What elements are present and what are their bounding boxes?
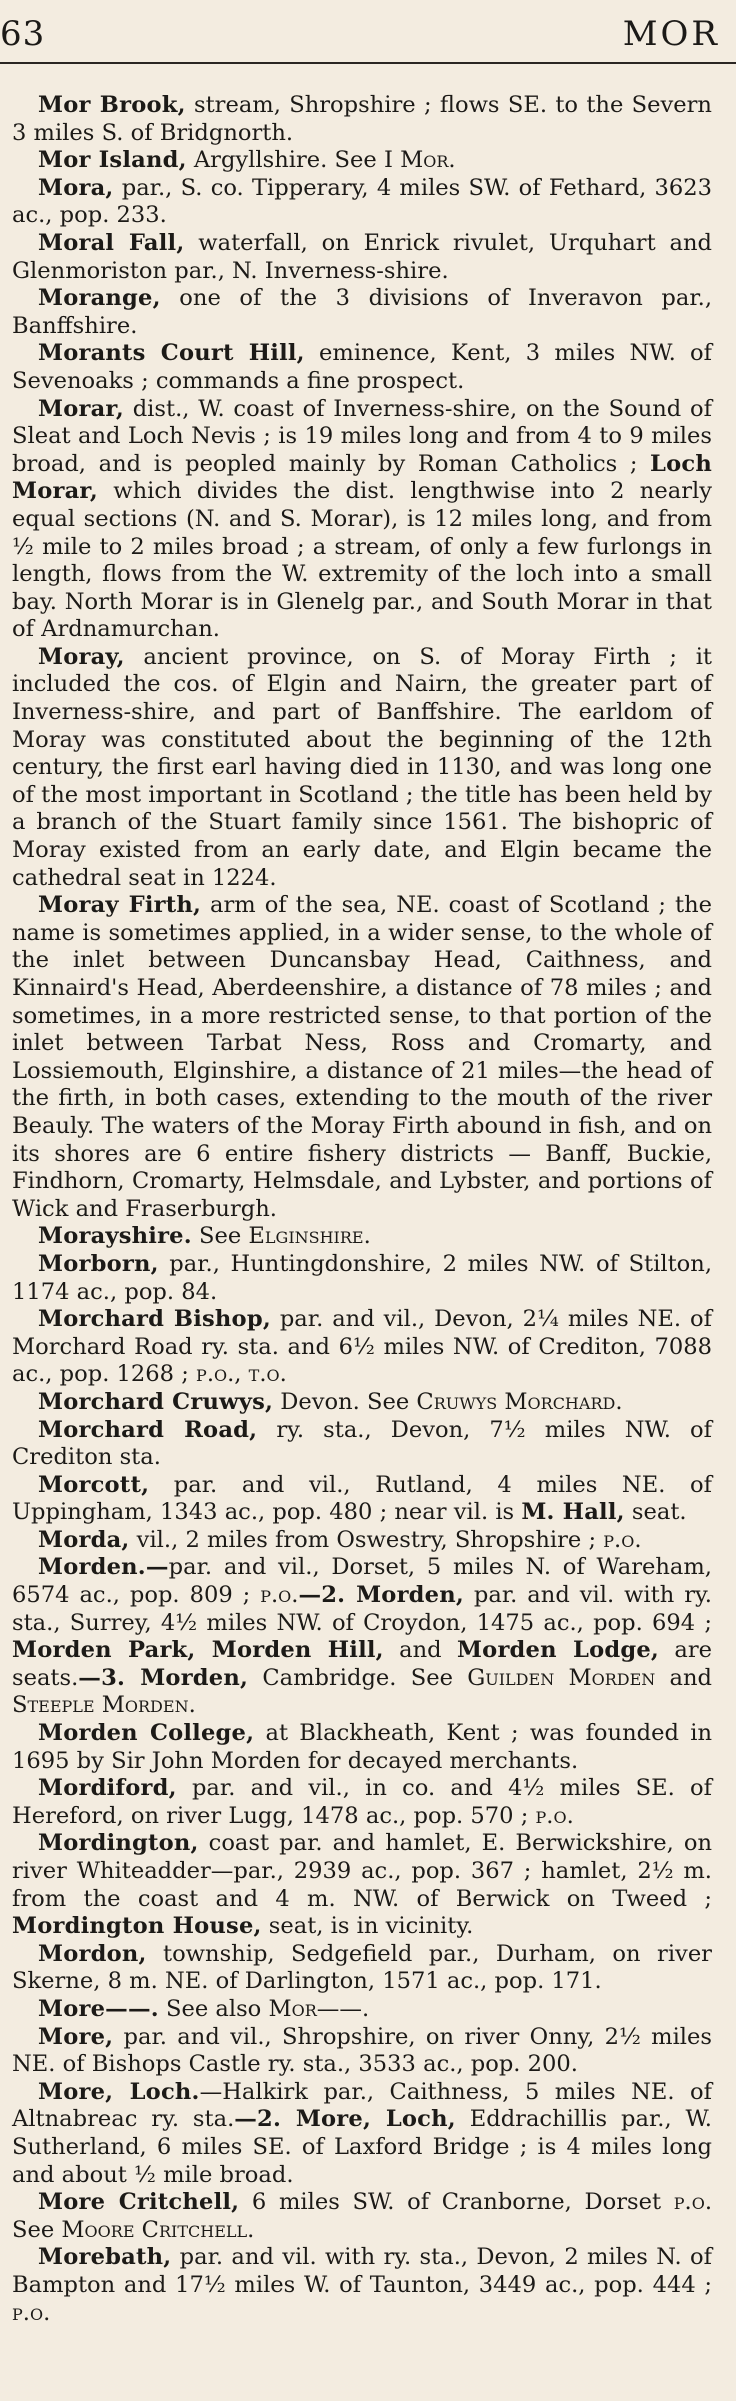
- gazetteer-entry: [12, 2024, 712, 2079]
- entry-headword: Morchard Cruwys,: [38, 1388, 274, 1415]
- entry-headword: Mor Brook,: [38, 92, 186, 118]
- entry-text: Devon. See: [273, 1388, 417, 1415]
- gazetteer-entry: [12, 1775, 712, 1830]
- entry-headword: More——.: [38, 1995, 159, 2022]
- entry-headword: Moray Firth,: [38, 892, 202, 919]
- entry-headword: More, Loch.: [38, 2078, 200, 2105]
- gazetteer-entry: [12, 1554, 712, 1720]
- entry-text: stream, Shropshire ; flows SE. to the Severn 3 miles S. of Bridgnorth.: [12, 92, 712, 146]
- entry-text: coast par. and hamlet, E. Berwickshire, on river Whiteadder—par., 2939 ac., pop. 367 ; hamlet, 2½ m. from the coast and 4 m. NW. of Berwick on Tweed ;: [12, 1830, 712, 1912]
- gazetteer-entry: [12, 230, 712, 285]
- entry-text: par. and vil. with ry. sta., Surrey, 4½ miles NW. of Croydon, 1475 ac., pop. 694 ;: [12, 1582, 712, 1636]
- entry-text: Cambridge. See: [248, 1664, 468, 1691]
- entry-text: seat, is in vicinity.: [261, 1913, 474, 1940]
- entry-text: Argyllshire. See I: [186, 147, 401, 174]
- entry-text: and: [383, 1637, 457, 1664]
- cross-reference: p.o.: [603, 1526, 642, 1553]
- gazetteer-entry: [12, 1223, 712, 1251]
- entry-headword: Morda,: [38, 1526, 130, 1553]
- gazetteer-entry: [12, 1417, 712, 1472]
- entry-headword: Morants Court Hill,: [38, 340, 305, 367]
- gazetteer-entry: [12, 1472, 712, 1527]
- entry-headword: Morcott,: [38, 1471, 150, 1498]
- entry-text: —Halkirk par., Caithness, 5 miles NE. of Altnabreac ry. sta.: [12, 2078, 712, 2133]
- entry-text: See: [12, 2216, 62, 2243]
- cross-reference: Guilden Morden: [467, 1664, 656, 1691]
- entry-text: 6 miles SW. of Cranborne, Dorset: [239, 2189, 674, 2216]
- entry-text: par. and vil., in co. and 4½ miles SE. of Hereford, on river Lugg, 1478 ac., pop. 570 ;: [12, 1775, 712, 1829]
- gazetteer-entry: [12, 1527, 712, 1555]
- gazetteer-entry: [12, 175, 712, 230]
- gazetteer-entry: [12, 1830, 712, 1940]
- cross-reference: p.o.: [260, 1582, 299, 1609]
- gazetteer-entry: [12, 92, 712, 147]
- gazetteer-entry: [12, 147, 712, 175]
- entry-text: waterfall, on Enrick rivulet, Urquhart and Glenmoriston par., N. Inverness-shire.: [12, 229, 713, 284]
- entry-headword: —3. Morden,: [78, 1664, 249, 1691]
- entry-headword: Mordon,: [38, 1940, 147, 1967]
- cross-reference: p.o.: [12, 2299, 51, 2326]
- cross-reference: Steeple Morden.: [12, 1692, 196, 1719]
- entry-headword: Morden Park, Morden Hill,: [12, 1637, 384, 1664]
- entry-headword: Mordiford,: [38, 1775, 177, 1802]
- entry-text: arm of the sea, NE. coast of Scotland ; the name is sometimes applied, in a wider sense, to the whole of the inlet between Duncansbay Head, Caithness, and Kinnaird's Head, Aberdeenshire, a distance of 78 miles ; and sometimes, in a more restricted sense, to that portion of the inlet between Tarbat Ness, Ross and Cromarty, and Lossiemouth, Elginshire, a distance of 21 miles—the head of the firth, in both cases, extending to the mouth of the river Beauly. The waters of the Moray Firth abound in fish, and on its shores are 6 entire fishery districts — Banff, Buckie, Findhorn, Cromarty, Helmsdale, and Lybster, and portions of Wick and Fraserburgh.: [12, 892, 712, 1222]
- cross-reference: Cruwys Morchard.: [416, 1388, 623, 1415]
- entry-headword: Morebath,: [38, 2244, 172, 2271]
- entry-text: par. and vil. with ry. sta., Devon, 2 miles N. of Bampton and 17½ miles W. of Taunton, 3449 ac., pop. 444 ;: [12, 2244, 712, 2298]
- gazetteer-entry: [12, 2244, 712, 2327]
- entry-headword: Moral Fall,: [38, 229, 185, 256]
- entry-text: par. and vil., Shropshire, on river Onny, 2½ miles NE. of Bishops Castle ry. sta., 3533 ac., pop. 200.: [12, 2023, 712, 2078]
- entry-text: are seats.: [12, 1637, 713, 1691]
- gazetteer-entry: [12, 2189, 712, 2244]
- entry-text: dist., W. coast of Inverness-shire, on the Sound of Sleat and Loch Nevis ; is 19 miles long and from 4 to 9 miles broad, and is peopled mainly by Roman Catholics ;: [12, 395, 712, 477]
- entry-text: vil., 2 miles from Oswestry, Shropshire ;: [129, 1526, 604, 1553]
- entry-text: seat.: [624, 1499, 687, 1526]
- entry-headword: Morborn,: [38, 1250, 159, 1277]
- entry-headword: Mora,: [38, 174, 114, 201]
- gazetteer-entry: [12, 396, 712, 644]
- entry-headword: Mordington,: [38, 1830, 199, 1857]
- entry-text: par. and vil., Rutland, 4 miles NE. of Uppingham, 1343 ac., pop. 480 ; near vil. is: [12, 1471, 712, 1526]
- entry-headword: Moray,: [38, 643, 125, 670]
- entry-text: township, Sedgefield par., Durham, on river Skerne, 8 m. NE. of Darlington, 1571 ac., pop. 171.: [12, 1940, 712, 1995]
- gazetteer-entry: [12, 1306, 712, 1389]
- gazetteer-entry: [12, 644, 712, 892]
- entry-headword: Morchard Road,: [38, 1416, 258, 1443]
- entry-text: and: [655, 1664, 712, 1691]
- entry-headword: Loch Morar,: [12, 450, 712, 505]
- entry-text: eminence, Kent, 3 miles NW. of Sevenoaks ; commands a fine prospect.: [12, 340, 712, 394]
- gazetteer-entry: [12, 1941, 712, 1996]
- page-header: [0, 0, 736, 64]
- entry-text: par. and vil., Devon, 2¼ miles NE. of Morchard Road ry. sta. and 6½ miles NW. of Crediton, 7088 ac., pop. 1268 ;: [12, 1306, 712, 1388]
- cross-reference: Moore Critchell.: [61, 2216, 255, 2243]
- entry-text: par. and vil., Dorset, 5 miles N. of Wareham, 6574 ac., pop. 809 ;: [12, 1554, 712, 1609]
- gazetteer-entry: [12, 285, 712, 340]
- entry-headword: Mor Island,: [38, 147, 187, 174]
- entry-text: one of the 3 divisions of Inveravon par., Banffshire.: [12, 285, 712, 339]
- cross-reference: p.o.: [535, 1802, 574, 1829]
- page-number: 63: [0, 14, 46, 54]
- entry-headword: Morange,: [38, 285, 161, 312]
- cross-reference: p.o., t.o.: [196, 1361, 287, 1388]
- entry-headword: Morden Lodge,: [456, 1637, 659, 1664]
- entry-list: [12, 92, 712, 2327]
- gazetteer-entry: [12, 1720, 712, 1775]
- entry-headword: More,: [38, 2023, 114, 2050]
- gazetteer-entry: [12, 892, 712, 1223]
- gazetteer-entry: [12, 340, 712, 395]
- running-head: MOR: [622, 14, 720, 54]
- entry-text: ancient province, on S. of Moray Firth ; it included the cos. of Elgin and Nairn, the greater part of Inverness-shire, and part of Banffshire. The earldom of Moray was constituted about the beginning of the 12th century, the first earl having died in 1130, and was long one of the most important in Scotland ; the title has been held by a branch of the Stuart family since 1561. The bishopric of Moray existed from an early date, and Elgin became the cathedral seat in 1224.: [12, 643, 712, 891]
- entry-text: See: [191, 1223, 249, 1250]
- entry-text: par., Huntingdonshire, 2 miles NW. of Stilton, 1174 ac., pop. 84.: [12, 1250, 712, 1305]
- gazetteer-entry: [12, 1251, 712, 1306]
- entry-headword: Morden.—: [38, 1554, 169, 1581]
- cross-reference: Mor.: [400, 147, 456, 174]
- entry-headword: Morayshire.: [38, 1223, 192, 1250]
- entry-headword: M. Hall,: [521, 1499, 625, 1526]
- gazetteer-entry: [12, 1389, 712, 1417]
- entry-text: at Blackheath, Kent ; was founded in 1695 by Sir John Morden for decayed merchants.: [12, 1720, 712, 1774]
- entry-headword: Mordington House,: [12, 1913, 262, 1940]
- entry-headword: —2. More, Loch,: [234, 2106, 456, 2133]
- entry-text: par., S. co. Tipperary, 4 miles SW. of Fethard, 3623 ac., pop. 233.: [12, 174, 712, 229]
- gazetteer-entry: [12, 1996, 712, 2024]
- entry-text: ry. sta., Devon, 7½ miles NW. of Crediton sta.: [12, 1416, 712, 1471]
- cross-reference: Mor——.: [268, 1995, 370, 2022]
- entry-headword: Morchard Bishop,: [38, 1306, 271, 1333]
- entry-text: Eddrachillis par., W. Sutherland, 6 miles SE. of Laxford Bridge ; is 4 miles long and about ½ mile broad.: [12, 2106, 712, 2188]
- entry-headword: —2. Morden,: [298, 1582, 464, 1609]
- entry-headword: More Critchell,: [38, 2189, 240, 2216]
- entry-text: See also: [158, 1995, 269, 2022]
- cross-reference: Elginshire.: [248, 1223, 371, 1250]
- entry-headword: Morden College,: [38, 1720, 255, 1747]
- gazetteer-entry: [12, 2079, 712, 2189]
- entry-text: which divides the dist. lengthwise into 2 nearly equal sections (N. and S. Morar), is 12 miles long, and from ½ mile to 2 miles broad ; a stream, of only a few furlongs in length, flows from the W. extremity of the loch into a small bay. North Morar is in Glenelg par., and South Morar in that of Ardnamurchan.: [12, 478, 712, 643]
- cross-reference: p.o.: [673, 2189, 712, 2216]
- entry-headword: Morar,: [38, 395, 124, 422]
